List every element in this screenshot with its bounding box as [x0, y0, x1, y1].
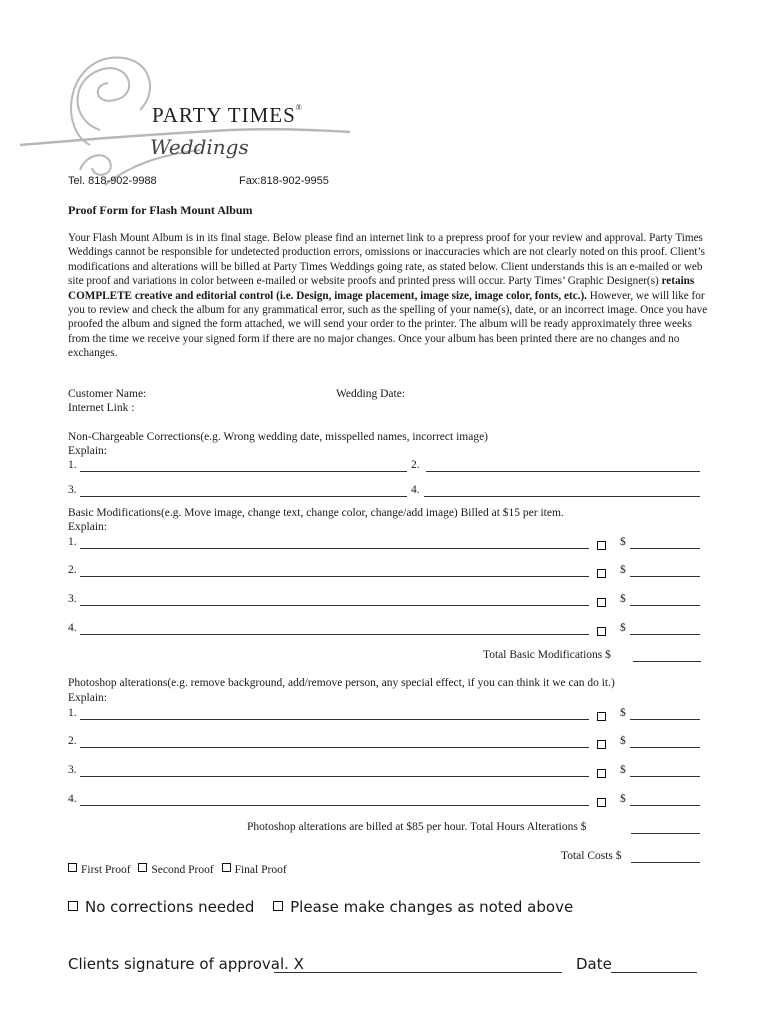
nc-line-3[interactable]: [80, 496, 407, 497]
basic-heading: Basic Modifications(e.g. Move image, change text, change color, change/add image) Billed at $15 per item.: [68, 507, 564, 519]
second-proof-option[interactable]: Second Proof: [138, 864, 213, 876]
basic-dollar-1: $: [620, 536, 626, 548]
non-chargeable-explain: Explain:: [68, 445, 107, 457]
brand-name: PARTY TIMES®: [152, 103, 303, 127]
total-basic-label: Total Basic Modifications $: [483, 649, 611, 661]
non-chargeable-heading: Non-Chargeable Corrections(e.g. Wrong wedding date, misspelled names, incorrect image): [68, 431, 489, 443]
basic-dollar-2: $: [620, 564, 626, 576]
telephone: Tel. 818-902-9988: [68, 175, 157, 187]
ps-checkbox-3[interactable]: [597, 766, 610, 784]
photoshop-heading: Photoshop alterations(e.g. remove background, add/remove person, any special effect, if you can think it we can do it.): [68, 677, 615, 689]
basic-checkbox-2[interactable]: [597, 566, 610, 584]
first-proof-option[interactable]: First Proof: [68, 864, 131, 876]
date-label: Date: [576, 955, 612, 973]
proof-options: [68, 863, 287, 876]
final-proof-option[interactable]: Final Proof: [222, 864, 287, 876]
basic-amount-1[interactable]: [630, 548, 700, 549]
signature-label: Clients signature of approval. X: [68, 955, 304, 973]
ps-checkbox-4[interactable]: [597, 795, 610, 813]
internet-link-label: Internet Link :: [68, 402, 135, 414]
ps-num-4: 4.: [68, 793, 77, 805]
nc-num-1: 1.: [68, 459, 77, 471]
nc-num-4: 4.: [411, 484, 420, 496]
nc-num-3: 3.: [68, 484, 77, 496]
ps-line-4[interactable]: [80, 805, 589, 806]
nc-line-1[interactable]: [80, 471, 407, 472]
decision-options: [68, 898, 573, 916]
ps-checkbox-1[interactable]: [597, 709, 610, 727]
basic-num-1: 1.: [68, 536, 77, 548]
no-corrections-checkbox[interactable]: [68, 901, 78, 911]
basic-checkbox-1[interactable]: [597, 538, 610, 556]
no-corrections-option[interactable]: No corrections needed: [68, 898, 254, 916]
basic-line-1[interactable]: [80, 548, 589, 549]
basic-line-4[interactable]: [80, 634, 589, 635]
photoshop-rate-label: Photoshop alterations are billed at $85 per hour. Total Hours Alterations $: [247, 821, 587, 833]
ps-num-1: 1.: [68, 707, 77, 719]
basic-amount-3[interactable]: [630, 605, 700, 606]
ps-line-2[interactable]: [80, 747, 589, 748]
basic-amount-4[interactable]: [630, 634, 700, 635]
total-basic-amount[interactable]: [633, 661, 701, 662]
photoshop-explain: Explain:: [68, 692, 107, 704]
total-costs-label: Total Costs $: [561, 850, 622, 862]
ps-dollar-2: $: [620, 735, 626, 747]
form-title: Proof Form for Flash Mount Album: [68, 203, 253, 217]
basic-num-4: 4.: [68, 622, 77, 634]
nc-line-2[interactable]: [426, 471, 700, 472]
nc-num-2: 2.: [411, 459, 420, 471]
ps-amount-1[interactable]: [630, 719, 700, 720]
date-line[interactable]: [611, 972, 697, 973]
final-proof-checkbox[interactable]: [222, 863, 231, 872]
total-costs-amount[interactable]: [631, 862, 700, 863]
make-changes-checkbox[interactable]: [273, 901, 283, 911]
basic-line-2[interactable]: [80, 576, 589, 577]
basic-explain: Explain:: [68, 521, 107, 533]
ps-num-2: 2.: [68, 735, 77, 747]
basic-amount-2[interactable]: [630, 576, 700, 577]
basic-num-3: 3.: [68, 593, 77, 605]
ps-amount-4[interactable]: [630, 805, 700, 806]
nc-line-4[interactable]: [424, 496, 700, 497]
basic-num-2: 2.: [68, 564, 77, 576]
ps-amount-3[interactable]: [630, 776, 700, 777]
second-proof-checkbox[interactable]: [138, 863, 147, 872]
make-changes-option[interactable]: Please make changes as noted above: [273, 898, 573, 916]
first-proof-checkbox[interactable]: [68, 863, 77, 872]
basic-checkbox-3[interactable]: [597, 595, 610, 613]
fax: Fax:818-902-9955: [239, 175, 329, 187]
basic-checkbox-4[interactable]: [597, 624, 610, 642]
ps-amount-2[interactable]: [630, 747, 700, 748]
ps-dollar-4: $: [620, 793, 626, 805]
ps-line-3[interactable]: [80, 776, 589, 777]
ps-line-1[interactable]: [80, 719, 589, 720]
intro-paragraph: Your Flash Mount Album is in its final stage. Below please find an internet link to a prepress proof for your review and approval. Party Times Weddings cannot be responsible for undetected production errors, omissions or inaccuracies which are not clearly noted on this proof. Client’s modifications and alterations will be billed at Party Times Weddings going rate, as stated below. Client understands this is an e-mailed or web site proof and variations in color between e-mailed or website proofs and printed press will occur. Party Times’ Graphic Designer(s) retains COMPLETE creative and editorial control (i.e. Design, image placement, image size, image color, fonts, etc.). However, we will like for you to review and check the album for any grammatical error, such as the spelling of your name(s), date, or an incorrect image. Once you have proofed the album and signed the form attached, we will send your order to the printer. The album will be ready approximately three weeks from the time we receive your signed form if there are no major changes. Once your album has been printed there are no changes and no exchanges.: [68, 232, 708, 360]
customer-name-label: Customer Name:: [68, 388, 147, 400]
basic-dollar-4: $: [620, 622, 626, 634]
basic-line-3[interactable]: [80, 605, 589, 606]
signature-line[interactable]: [274, 972, 562, 973]
ps-num-3: 3.: [68, 764, 77, 776]
ps-dollar-1: $: [620, 707, 626, 719]
ps-checkbox-2[interactable]: [597, 737, 610, 755]
wedding-date-label: Wedding Date:: [336, 388, 406, 400]
brand-script: Weddings: [150, 135, 249, 159]
ps-dollar-3: $: [620, 764, 626, 776]
total-hours-amount[interactable]: [631, 833, 700, 834]
basic-dollar-3: $: [620, 593, 626, 605]
